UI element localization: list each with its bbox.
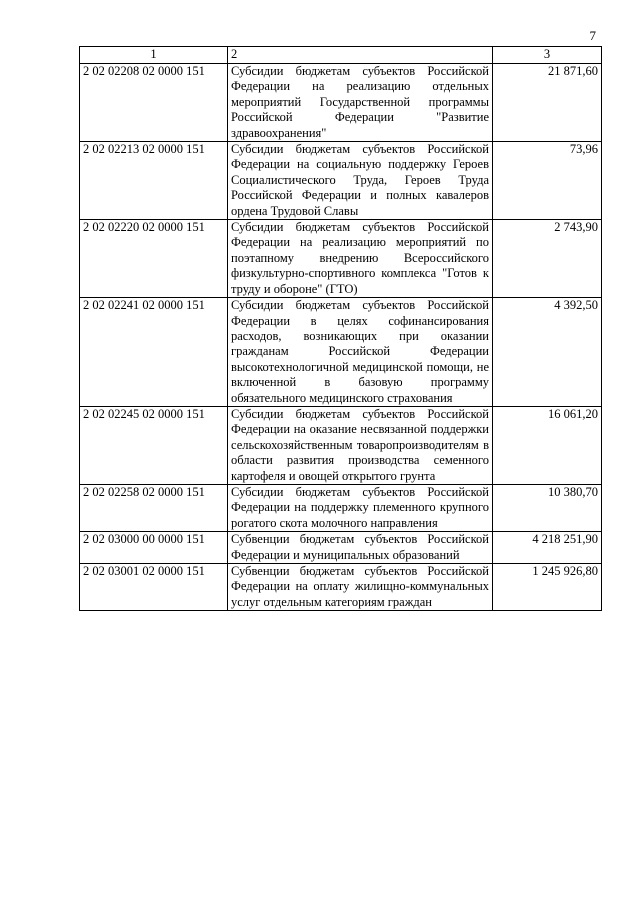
- budget-code: 2 02 02220 02 0000 151: [80, 220, 228, 298]
- budget-amount: 73,96: [493, 142, 602, 220]
- column-header-amount: 3: [493, 47, 602, 64]
- budget-code: 2 02 03001 02 0000 151: [80, 564, 228, 611]
- table-row: [80, 220, 602, 298]
- budget-amount: 4 218 251,90: [493, 532, 602, 564]
- table-row: [80, 142, 602, 220]
- budget-description: Субсидии бюджетам субъектов Российской Федерации на социальную поддержку Героев Социалистического Труда, Героев Труда Российской Федерации и полных кавалеров ордена Трудовой Славы: [228, 142, 493, 220]
- budget-description: Субсидии бюджетам субъектов Российской Федерации на оказание несвязанной поддержки сельскохозяйственным товаропроизводителям в области развития производства семенного картофеля и овощей открытого грунта: [228, 406, 493, 484]
- budget-code: 2 02 02213 02 0000 151: [80, 142, 228, 220]
- budget-description: Субсидии бюджетам субъектов Российской Федерации на реализацию мероприятий по поэтапному внедрению Всероссийского физкультурно-спортивного комплекса "Готов к труду и обороне" (ГТО): [228, 220, 493, 298]
- budget-description: Субвенции бюджетам субъектов Российской Федерации и муниципальных образований: [228, 532, 493, 564]
- table-row: [80, 298, 602, 407]
- budget-table: [79, 46, 602, 611]
- budget-amount: 10 380,70: [493, 484, 602, 531]
- budget-code: 2 02 02258 02 0000 151: [80, 484, 228, 531]
- budget-amount: 1 245 926,80: [493, 564, 602, 611]
- budget-code: 2 02 03000 00 0000 151: [80, 532, 228, 564]
- budget-amount: 21 871,60: [493, 64, 602, 142]
- header-row: [80, 47, 602, 64]
- budget-code: 2 02 02241 02 0000 151: [80, 298, 228, 407]
- table-row: [80, 484, 602, 531]
- page-number: 7: [589, 28, 596, 43]
- budget-amount: 2 743,90: [493, 220, 602, 298]
- budget-description: Субвенции бюджетам субъектов Российской Федерации на оплату жилищно-коммунальных услуг отдельным категориям граждан: [228, 564, 493, 611]
- budget-amount: 4 392,50: [493, 298, 602, 407]
- budget-description: Субсидии бюджетам субъектов Российской Федерации на поддержку племенного крупного рогатого скота молочного направления: [228, 484, 493, 531]
- budget-amount: 16 061,20: [493, 406, 602, 484]
- budget-code: 2 02 02245 02 0000 151: [80, 406, 228, 484]
- column-header-description: 2: [228, 47, 493, 64]
- table-row: [80, 406, 602, 484]
- budget-description: Субсидии бюджетам субъектов Российской Федерации в целях софинансирования расходов, возникающих при оказании гражданам Российской Федерации высокотехнологичной медицинской помощи, не включенной в базовую программу обязательного медицинского страхования: [228, 298, 493, 407]
- column-header-code: 1: [80, 47, 228, 64]
- budget-description: Субсидии бюджетам субъектов Российской Федерации на реализацию отдельных мероприятий Государственной программы Российской Федерации "Развитие здравоохранения": [228, 64, 493, 142]
- table-row: [80, 64, 602, 142]
- table-row: [80, 532, 602, 564]
- budget-code: 2 02 02208 02 0000 151: [80, 64, 228, 142]
- table-row: [80, 564, 602, 611]
